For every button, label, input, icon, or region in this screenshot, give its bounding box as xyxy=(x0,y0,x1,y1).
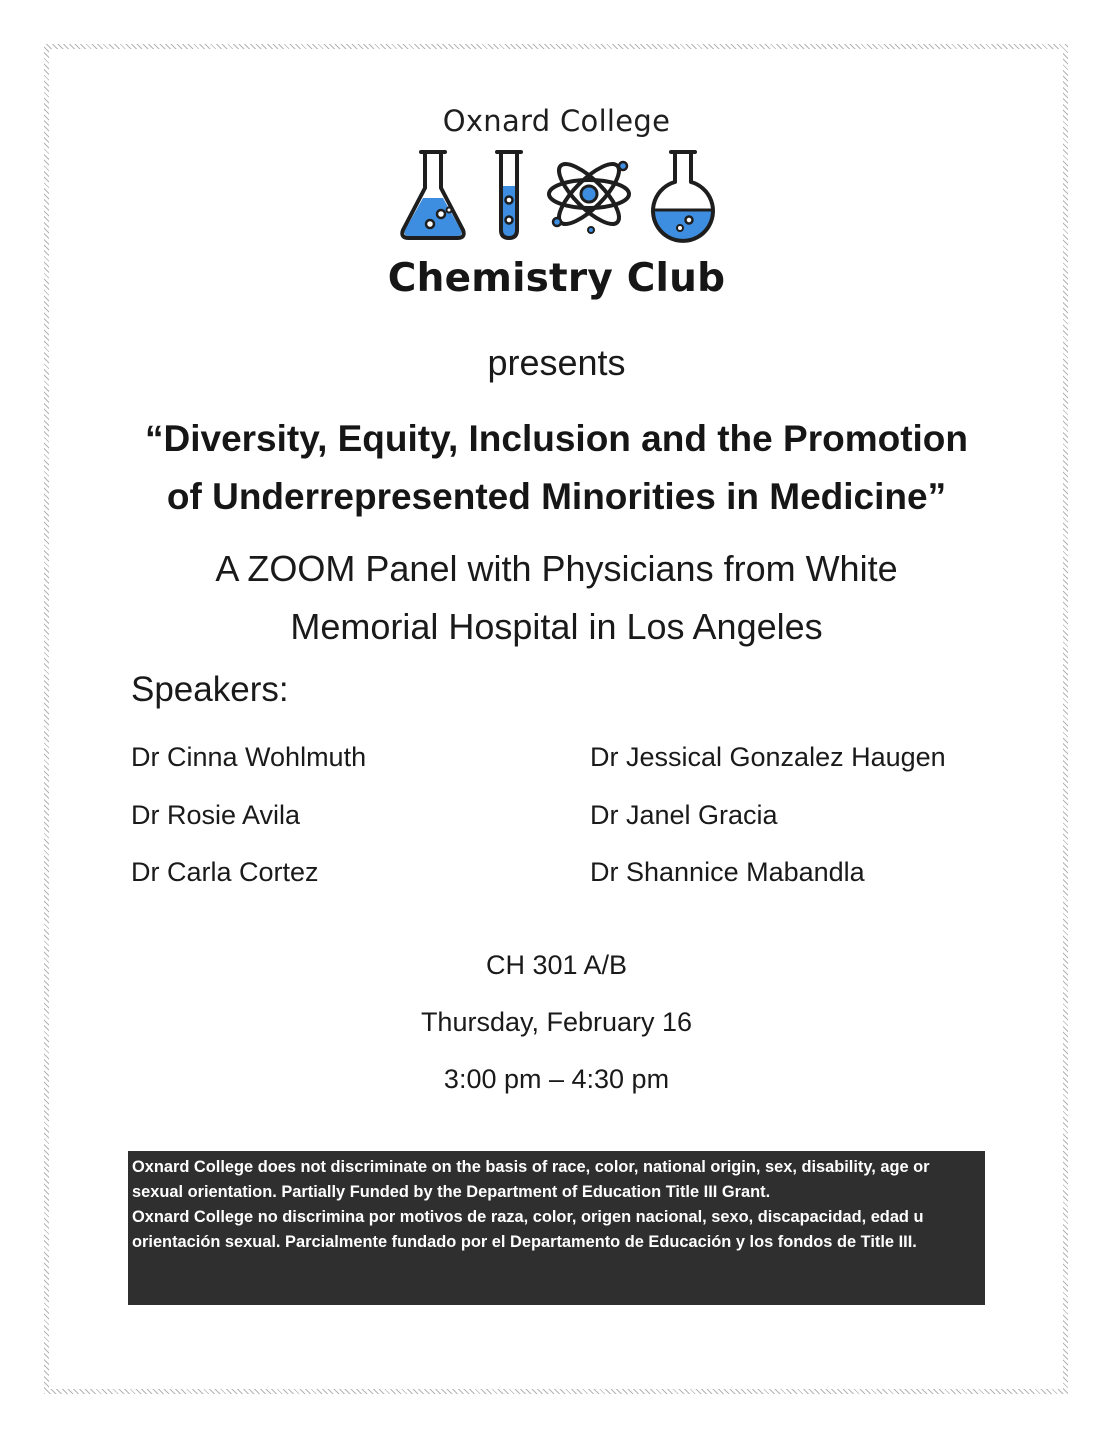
round-bottom-flask-icon xyxy=(653,152,713,241)
event-subtitle-line-2: Memorial Hospital in Los Angeles xyxy=(290,606,823,647)
club-name: Chemistry Club xyxy=(387,256,726,301)
event-title xyxy=(0,410,1113,526)
event-location: CH 301 A/B xyxy=(485,950,628,980)
erlenmeyer-flask-icon xyxy=(402,152,464,238)
speaker-name: Dr Shannice Mabandla xyxy=(590,857,865,887)
event-title-line-2: of Underrepresented Minorities in Medicine” xyxy=(166,476,947,517)
event-time: 3:00 pm – 4:30 pm xyxy=(443,1064,670,1094)
presents-text: presents xyxy=(487,342,626,383)
event-date: Thursday, February 16 xyxy=(420,1007,693,1037)
speaker-name: Dr Janel Gracia xyxy=(590,800,778,830)
atom-icon xyxy=(549,156,629,233)
event-title-line-1: “Diversity, Equity, Inclusion and the Promotion xyxy=(145,418,968,459)
speaker-name: Dr Cinna Wohlmuth xyxy=(131,742,367,772)
chemistry-icons xyxy=(397,148,717,244)
speaker-name: Dr Carla Cortez xyxy=(131,857,319,887)
speaker-name: Dr Rosie Avila xyxy=(131,800,301,830)
test-tube-icon xyxy=(497,152,521,238)
event-subtitle-line-1: A ZOOM Panel with Physicians from White xyxy=(215,548,898,589)
event-subtitle xyxy=(0,540,1113,656)
nondiscrimination-notice xyxy=(128,1151,985,1305)
notice-english: Oxnard College does not discriminate on the basis of race, color, national origin, sex, disability, age or sexual orientation. Partially Funded by the Department of Education Title III Grant. xyxy=(132,1158,930,1201)
speakers-heading: Speakers: xyxy=(131,670,289,709)
notice-spanish: Oxnard College no discrimina por motivos de raza, color, origen nacional, sexo, discapacidad, edad u orientación sexual. Parcialmente fundado por el Departamento de Educación y los fondos de Title III. xyxy=(132,1208,924,1251)
club-logo xyxy=(0,104,1113,301)
org-name: Oxnard College xyxy=(442,104,671,138)
speaker-name: Dr Jessical Gonzalez Haugen xyxy=(590,742,946,772)
